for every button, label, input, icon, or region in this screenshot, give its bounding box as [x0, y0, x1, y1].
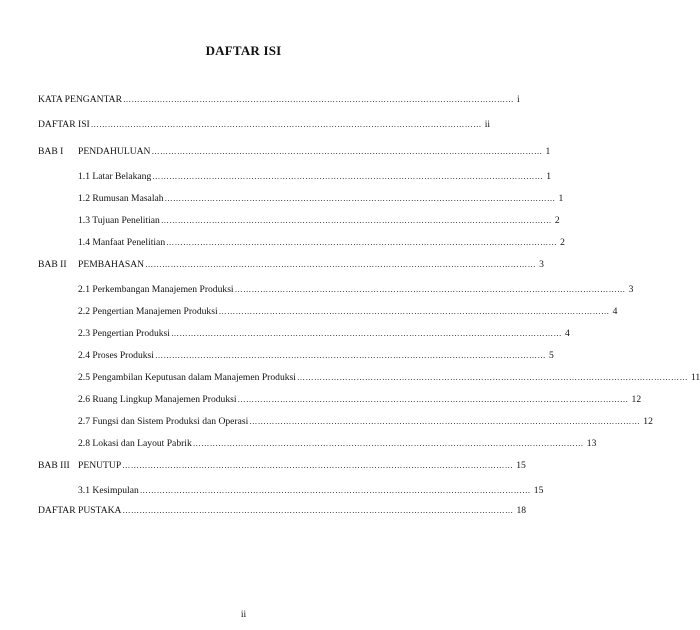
- toc-entry: [78, 416, 653, 428]
- toc-entry-page: 15: [533, 485, 544, 496]
- toc-entry-page: 3: [628, 284, 634, 295]
- toc-leader-dots: …………………………………………………………………………………………………………………………: [234, 285, 626, 294]
- toc-entry-page: 12: [631, 394, 642, 405]
- toc-entry-page: ii: [484, 119, 491, 130]
- toc-leader-dots: …………………………………………………………………………………………………………………………: [123, 95, 515, 104]
- toc-entry: [38, 94, 520, 106]
- toc-leader-dots: …………………………………………………………………………………………………………………………: [154, 351, 546, 360]
- toc-entry: [78, 485, 544, 497]
- toc-entry-label: 2.3 Pengertian Produksi: [78, 328, 170, 339]
- toc-entry: [78, 193, 564, 205]
- toc-entry-label: 2.5 Pengambilan Keputusan dalam Manajemen Produksi: [78, 372, 296, 383]
- toc-entry-page: 1: [546, 171, 552, 182]
- toc-entry: [78, 350, 554, 362]
- toc-entry-label: PENUTUP: [78, 460, 122, 471]
- toc-entry-label: 2.1 Perkembangan Manajemen Produksi: [78, 284, 234, 295]
- toc-leader-dots: …………………………………………………………………………………………………………………………: [192, 439, 584, 448]
- page-title: DAFTAR ISI: [205, 43, 282, 58]
- toc-leader-dots: …………………………………………………………………………………………………………………………: [170, 329, 562, 338]
- toc-entry: [78, 237, 565, 249]
- toc-entry: [78, 372, 700, 384]
- toc-entry-page: 13: [586, 438, 597, 449]
- toc-entry-label: 1.4 Manfaat Penelitian: [78, 237, 166, 248]
- toc-entry-page: 2: [554, 215, 560, 226]
- toc-chapter-number: BAB III: [38, 460, 70, 471]
- toc-entry: [78, 306, 618, 318]
- toc-leader-dots: …………………………………………………………………………………………………………………………: [296, 373, 688, 382]
- toc-entry: [38, 460, 526, 472]
- page-number: ii: [240, 609, 247, 620]
- toc-entry-label: 2.8 Lokasi dan Layout Pabrik: [78, 438, 192, 449]
- toc-entry-label: 3.1 Kesimpulan: [78, 485, 139, 496]
- toc-entry-page: 4: [612, 306, 618, 317]
- toc-entry-label: DAFTAR ISI: [38, 119, 90, 130]
- toc-entry: [38, 505, 527, 517]
- toc-entry-label: PENDAHULUAN: [78, 146, 151, 157]
- toc-entry-label: 1.3 Tujuan Penelitian: [78, 215, 160, 226]
- toc-leader-dots: …………………………………………………………………………………………………………………………: [249, 417, 641, 426]
- toc-entry-page: 1: [545, 146, 551, 157]
- toc-entry: [38, 119, 491, 131]
- toc-leader-dots: …………………………………………………………………………………………………………………………: [166, 238, 558, 247]
- toc-entry-page: i: [517, 94, 520, 105]
- toc-entry-page: 18: [516, 505, 527, 516]
- toc-entry-label: PEMBAHASAN: [78, 259, 145, 270]
- toc-leader-dots: …………………………………………………………………………………………………………………………: [122, 506, 514, 515]
- toc-entry-page: 12: [643, 416, 653, 427]
- toc-entry: [78, 284, 634, 296]
- toc-leader-dots: …………………………………………………………………………………………………………………………: [90, 120, 482, 129]
- toc-entry: [78, 328, 570, 340]
- toc-entry: [38, 146, 551, 158]
- toc-entry-label: 2.6 Ruang Lingkup Manajemen Produksi: [78, 394, 237, 405]
- toc-chapter-number: BAB I: [38, 146, 64, 157]
- toc-leader-dots: …………………………………………………………………………………………………………………………: [151, 147, 543, 156]
- toc-entry-label: KATA PENGANTAR: [38, 94, 123, 105]
- toc-entry-label: DAFTAR PUSTAKA: [38, 505, 122, 516]
- toc-entry-page: 2: [560, 237, 565, 248]
- toc-entry-page: 5: [548, 350, 554, 361]
- toc-entry-label: 2.2 Pengertian Manajemen Produksi: [78, 306, 218, 317]
- toc-entry-page: 1: [558, 193, 564, 204]
- toc-leader-dots: …………………………………………………………………………………………………………………………: [164, 194, 556, 203]
- toc-leader-dots: …………………………………………………………………………………………………………………………: [152, 172, 544, 181]
- toc-leader-dots: …………………………………………………………………………………………………………………………: [122, 461, 514, 470]
- toc-entry-page: 11: [690, 372, 700, 383]
- toc-entry: [38, 259, 544, 271]
- toc-leader-dots: …………………………………………………………………………………………………………………………: [139, 486, 531, 495]
- toc-leader-dots: …………………………………………………………………………………………………………………………: [218, 307, 610, 316]
- toc-entry-label: 2.4 Proses Produksi: [78, 350, 154, 361]
- toc-entry: [78, 394, 642, 406]
- toc-entry: [78, 171, 552, 183]
- toc-leader-dots: …………………………………………………………………………………………………………………………: [145, 260, 537, 269]
- toc-entry: [78, 215, 560, 227]
- toc-leader-dots: …………………………………………………………………………………………………………………………: [160, 216, 552, 225]
- toc-entry-label: 2.7 Fungsi dan Sistem Produksi dan Operasi: [78, 416, 249, 427]
- toc-entry-page: 3: [539, 259, 544, 270]
- toc-entry: [78, 438, 597, 450]
- toc-entry-page: 15: [516, 460, 526, 471]
- toc-entry-label: 1.2 Rumusan Masalah: [78, 193, 164, 204]
- toc-entry-page: 4: [564, 328, 570, 339]
- toc-leader-dots: …………………………………………………………………………………………………………………………: [237, 395, 629, 404]
- toc-chapter-number: BAB II: [38, 259, 67, 270]
- toc-entry-label: 1.1 Latar Belakang: [78, 171, 152, 182]
